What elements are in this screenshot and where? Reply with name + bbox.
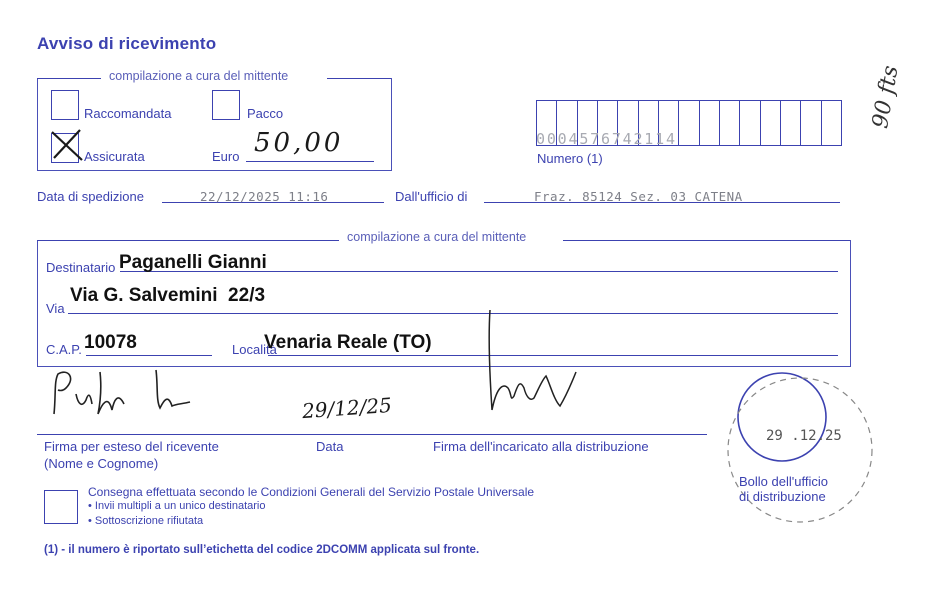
ufficio-label: Dall'ufficio di bbox=[395, 189, 468, 204]
sender-section-top-border-left bbox=[37, 78, 101, 79]
stamp-date: 29 .12.25 bbox=[766, 428, 842, 444]
grid-cell bbox=[679, 101, 699, 145]
sender-section-top-border-right bbox=[327, 78, 391, 79]
pacco-checkbox[interactable] bbox=[212, 90, 240, 120]
ufficio-value: Fraz. 85124 Sez. 03 CATENA bbox=[534, 189, 743, 204]
check-x-mark-icon bbox=[48, 128, 88, 164]
data-spedizione-label: Data di spedizione bbox=[37, 189, 144, 204]
euro-line bbox=[246, 161, 374, 162]
via-value: Via G. Salvemini 22/3 bbox=[70, 285, 266, 306]
destinatario-value: Paganelli Gianni bbox=[119, 252, 267, 273]
handwritten-date: 29/12/25 bbox=[301, 392, 393, 424]
recipient-signature bbox=[48, 364, 208, 424]
localita-value: Venaria Reale (TO) bbox=[264, 332, 432, 353]
postmark-stamp bbox=[722, 370, 902, 530]
grid-cell bbox=[822, 101, 841, 145]
via-label: Via bbox=[46, 301, 65, 316]
cap-line bbox=[86, 355, 212, 356]
recipient-section-top-border-right bbox=[563, 240, 850, 241]
form-title: Avviso di ricevimento bbox=[37, 34, 217, 53]
destinatario-label: Destinatario bbox=[46, 260, 116, 275]
firma-ricevente-label: Firma per esteso del ricevente bbox=[44, 439, 219, 454]
sender-section-legend: compilazione a cura del mittente bbox=[103, 69, 294, 83]
recipient-section-legend: compilazione a cura del mittente bbox=[341, 230, 532, 244]
via-line bbox=[68, 313, 838, 314]
data-label: Data bbox=[316, 439, 344, 454]
carrier-signature bbox=[480, 310, 590, 420]
raccomandata-checkbox[interactable] bbox=[51, 90, 79, 120]
grid-cell bbox=[801, 101, 821, 145]
grid-cell bbox=[700, 101, 720, 145]
grid-cell bbox=[740, 101, 760, 145]
assicurata-label: Assicurata bbox=[84, 149, 145, 164]
nome-cognome-label: (Nome e Cognome) bbox=[44, 456, 159, 471]
grid-cell bbox=[781, 101, 801, 145]
euro-handwritten-value: 50,00 bbox=[254, 128, 344, 158]
bollo-label-1: Bollo dell'ufficio bbox=[739, 474, 828, 489]
bollo-label-2: di distribuzione bbox=[739, 489, 826, 504]
raccomandata-label: Raccomandata bbox=[84, 106, 172, 121]
euro-label: Euro bbox=[212, 149, 240, 164]
bullet-sottoscrizione-rifiutata: • Sottoscrizione rifiutata bbox=[88, 515, 204, 527]
number-typed-value: 0004576742114 bbox=[536, 130, 677, 148]
grid-cell bbox=[761, 101, 781, 145]
consegna-checkbox[interactable] bbox=[44, 490, 78, 524]
consegna-text: Consegna effettuata secondo le Condizioni Generali del Servizio Postale Universale bbox=[88, 485, 535, 499]
footnote: (1) - il numero è riportato sull’etichetta del codice 2DCOMM applicata sul fronte. bbox=[44, 544, 480, 556]
cap-value: 10078 bbox=[84, 332, 137, 353]
recipient-section-top-border-left bbox=[37, 240, 339, 241]
cap-label: C.A.P. bbox=[46, 342, 82, 357]
signature-row-line bbox=[37, 434, 707, 435]
data-spedizione-value: 22/12/2025 11:16 bbox=[200, 189, 329, 204]
pacco-label: Pacco bbox=[247, 106, 284, 121]
grid-cell bbox=[720, 101, 740, 145]
numero-label: Numero (1) bbox=[537, 151, 603, 166]
assicurata-checkbox[interactable] bbox=[51, 133, 79, 163]
margin-handwriting: 90 fts bbox=[868, 63, 904, 131]
firma-incaricato-label: Firma dell'incaricato alla distribuzione bbox=[433, 439, 649, 454]
localita-label: Località bbox=[232, 342, 277, 357]
bullet-invii-multipli: • Invii multipli a un unico destinatario bbox=[88, 500, 266, 512]
